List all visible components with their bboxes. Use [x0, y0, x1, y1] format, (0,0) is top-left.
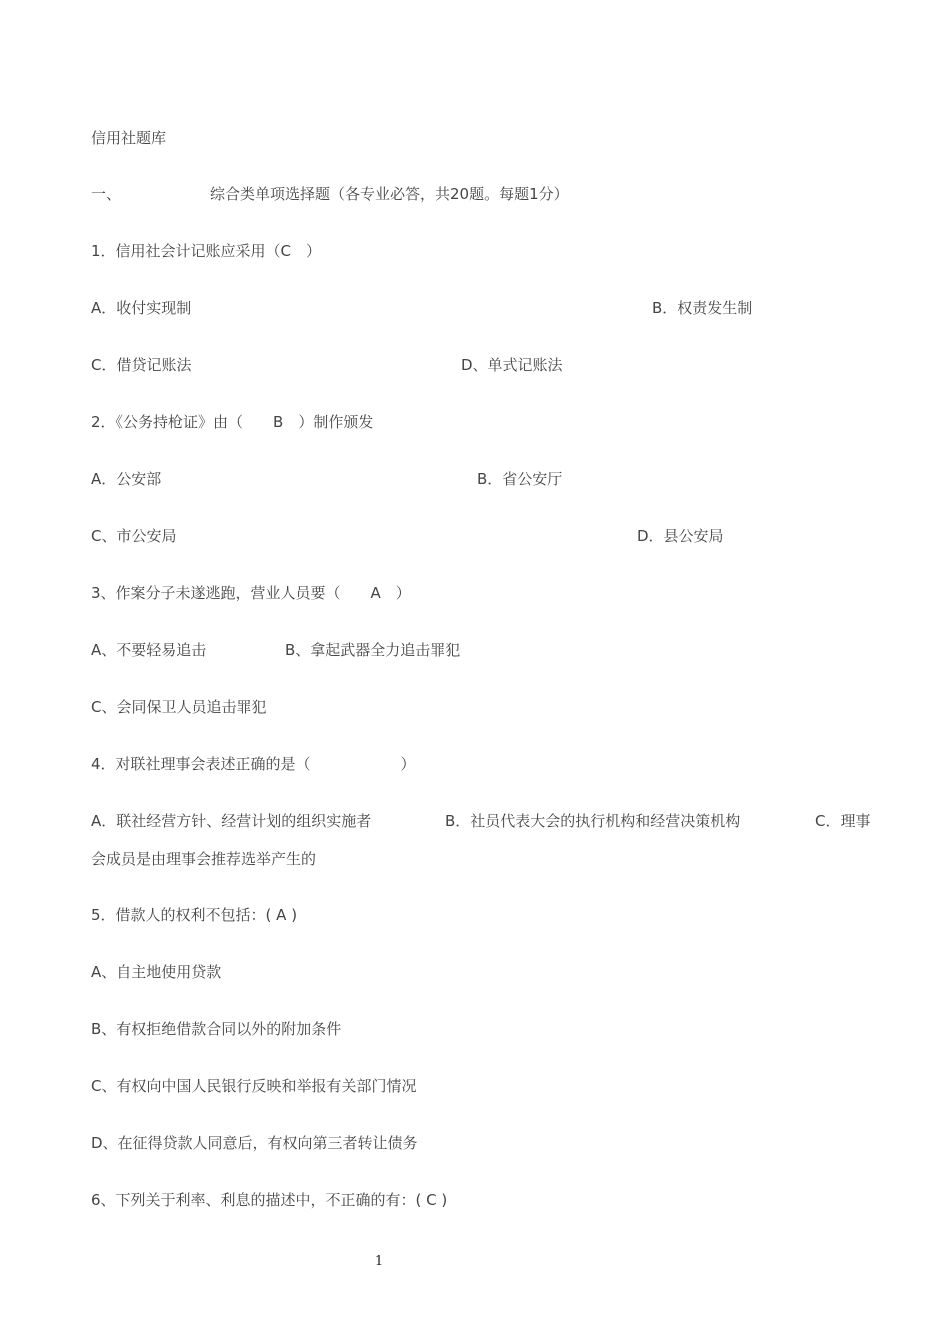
- section-number: 一、: [91, 185, 122, 203]
- page-number: 1: [374, 1254, 384, 1269]
- question-3-stem: 3、作案分子未遂逃跑，营业人员要（ A ）: [91, 584, 411, 602]
- question-5-option-d: D、在征得贷款人同意后，有权向第三者转让债务: [91, 1134, 418, 1152]
- question-2-option-a: A．公安部: [91, 470, 162, 488]
- question-2-stem: 2．《公务持枪证》由（ B ）制作颁发: [91, 413, 374, 431]
- question-5-option-a: A、自主地使用贷款: [91, 963, 222, 981]
- question-3-option-c: C、会同保卫人员追击罪犯: [91, 698, 267, 716]
- question-2-option-d: D．县公安局: [637, 527, 724, 545]
- question-1-option-d: D、单式记账法: [461, 356, 563, 374]
- question-2-option-b: B．省公安厅: [477, 470, 563, 488]
- question-1-stem: 1．信用社会计记账应采用（C ）: [91, 242, 322, 260]
- question-3-option-b: B、拿起武器全力追击罪犯: [285, 641, 461, 659]
- question-6-stem: 6、下列关于利率、利息的描述中，不正确的有：( C ): [91, 1191, 448, 1209]
- question-4-option-a: A．联社经营方针、经营计划的组织实施者: [91, 812, 372, 830]
- question-4-option-c: C．理事: [815, 812, 871, 830]
- section-heading: 综合类单项选择题（各专业必答，共20题。每题1分）: [210, 185, 569, 203]
- question-1-option-c: C．借贷记账法: [91, 356, 192, 374]
- question-2-option-c: C、市公安局: [91, 527, 177, 545]
- question-4-option-c-continued: 会成员是由理事会推荐选举产生的: [91, 850, 317, 868]
- question-1-option-a: A．收付实现制: [91, 299, 192, 317]
- question-5-option-c: C、有权向中国人民银行反映和举报有关部门情况: [91, 1077, 417, 1095]
- question-5-stem: 5．借款人的权利不包括：( A ): [91, 906, 298, 924]
- question-4-option-b: B．社员代表大会的执行机构和经营决策机构: [445, 812, 741, 830]
- document-title: 信用社题库: [91, 129, 167, 147]
- question-1-option-b: B．权责发生制: [652, 299, 753, 317]
- question-3-option-a: A、不要轻易追击: [91, 641, 207, 659]
- question-5-option-b: B、有权拒绝借款合同以外的附加条件: [91, 1020, 342, 1038]
- question-4-stem: 4．对联社理事会表述正确的是（ ）: [91, 755, 416, 773]
